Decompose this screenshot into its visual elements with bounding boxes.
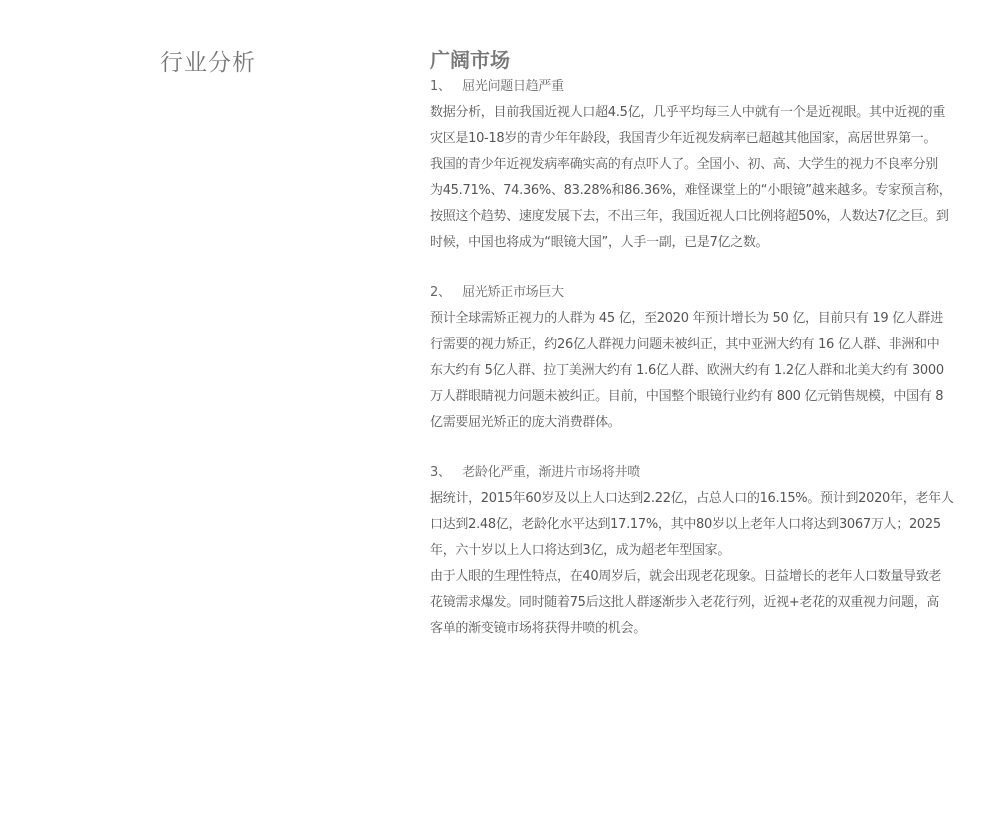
paragraph-line: 亿需要屈光矫正的庞大消费群体。 (430, 415, 621, 430)
paragraph-line: 客单的渐变镜市场将获得井喷的机会。 (430, 621, 646, 636)
paragraph-line: 由于人眼的生理性特点，在40周岁后，就会出现老花现象。日益增长的老年人口数量导致老 (430, 569, 942, 584)
article-title: 广阔市场 (430, 48, 510, 72)
paragraph (430, 564, 998, 642)
paragraph-line: 为45.71%、74.36%、83.28%和86.36%，难怪课堂上的“小眼镜”越来越多。专家预言称， (430, 183, 952, 198)
paragraph-line: 预计全球需矫正视力的人群为 45 亿，至2020 年预计增长为 50 亿，目前只有 19 亿人群进 (430, 311, 943, 326)
paragraph-line: 行需要的视力矫正，约26亿人群视力问题未被纠正，其中亚洲大约有 16 亿人群、非洲和中 (430, 337, 940, 352)
section-heading: 3、 老龄化严重，渐进片市场将井喷 (430, 465, 640, 480)
paragraph-line: 花镜需求爆发。同时随着75后这批人群逐渐步入老花行列，近视+老花的双重视力问题，高 (430, 595, 940, 610)
paragraph-line: 年，六十岁以上人口将达到3亿，成为超老年型国家。 (430, 543, 731, 558)
article-section (430, 460, 998, 642)
paragraph-line: 据统计，2015年60岁及以上人口达到2.22亿，占总人口的16.15%。预计到2020年，老年人 (430, 491, 954, 506)
paragraph-line: 东大约有 5亿人群、拉丁美洲大约有 1.6亿人群、欧洲大约有 1.2亿人群和北美大约有 3000 (430, 363, 944, 378)
paragraph-line: 按照这个趋势、速度发展下去，不出三年，我国近视人口比例将超50%，人数达7亿之巨。到 (430, 209, 949, 224)
article-section (430, 74, 998, 256)
article (430, 46, 998, 666)
section-heading: 2、 屈光矫正市场巨大 (430, 285, 564, 300)
paragraph (430, 306, 998, 436)
paragraph-line: 万人群眼睛视力问题未被纠正。目前，中国整个眼镜行业约有 800 亿元销售规模，中国有 8 (430, 389, 944, 404)
paragraph-line: 数据分析，目前我国近视人口超4.5亿，几乎平均每三人中就有一个是近视眼。其中近视的重 (430, 105, 946, 120)
paragraph-line: 我国的青少年近视发病率确实高的有点吓人了。全国小、初、高、大学生的视力不良率分别 (430, 157, 939, 172)
article-sections (430, 74, 998, 642)
page-section-label: 行业分析 (160, 50, 256, 76)
paragraph (430, 486, 998, 564)
paragraph (430, 100, 998, 256)
paragraph-line: 时候，中国也将成为“眼镜大国”，人手一副，已是7亿之数。 (430, 235, 769, 250)
article-section (430, 280, 998, 436)
paragraph-line: 灾区是10-18岁的青少年年龄段，我国青少年近视发病率已超越其他国家，高居世界第一。 (430, 131, 937, 146)
paragraph-line: 口达到2.48亿，老龄化水平达到17.17%，其中80岁以上老年人口将达到3067万人；2025 (430, 517, 941, 532)
section-heading: 1、 屈光问题日趋严重 (430, 79, 564, 94)
